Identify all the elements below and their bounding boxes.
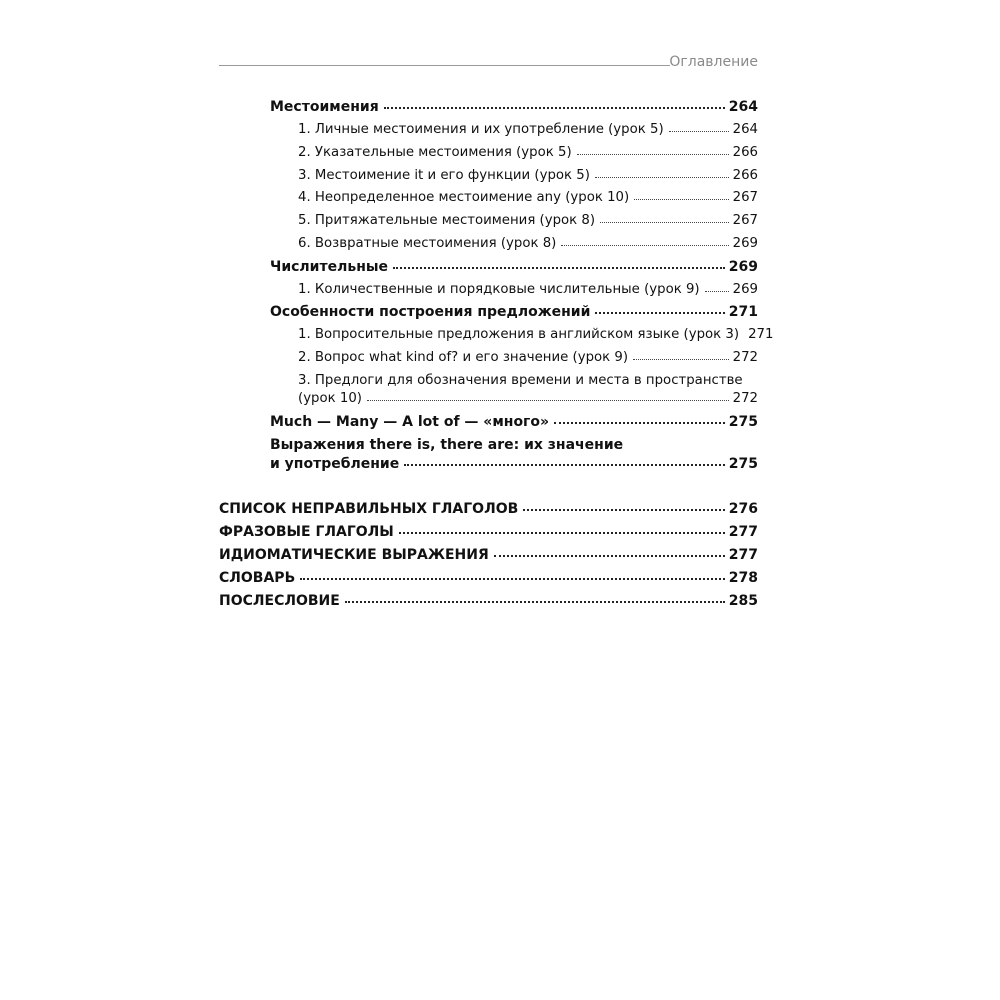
toc-entry-there-is-first-line[interactable]: Выражения there is, there are: их значение [270,437,624,453]
toc-page-number: 277 [728,524,758,540]
toc-entry-numeral-1[interactable] [298,280,758,300]
dot-leader [393,267,725,269]
toc-entry-sentence-3-first-line[interactable]: 3. Предлоги для обозначения времени и места в пространстве [298,373,743,388]
toc-entry-label: 1. Количественные и порядковые числительные (урок 9) [298,282,700,297]
toc-entry-pronoun-4[interactable] [298,188,758,208]
toc-entry-pronoun-3[interactable] [298,166,758,186]
toc-page-number: 269 [732,282,758,297]
toc-entry-sentence-1[interactable] [298,325,774,345]
toc-entry-pronouns[interactable] [270,97,758,117]
toc-entry-numerals[interactable] [270,257,758,277]
dot-leader [367,400,729,401]
toc-page-number: 278 [728,570,758,586]
dot-leader [577,154,729,155]
toc-entry-label: ПОСЛЕСЛОВИЕ [219,593,340,609]
dot-leader [595,312,724,314]
toc-entry-label: СПИСОК НЕПРАВИЛЬНЫХ ГЛАГОЛОВ [219,501,519,517]
toc-page-number: 272 [732,391,758,406]
dot-leader [300,578,725,580]
dot-leader [561,245,728,246]
toc-entry-label: Much — Many — A lot of — «много» [270,414,550,430]
toc-entry-label: 3. Местоимение it и его функции (урок 5) [298,168,590,183]
toc-page-number: 266 [732,168,758,183]
toc-entry-afterword[interactable] [219,591,758,611]
dot-leader [345,601,725,603]
toc-entry-sentences[interactable] [270,302,758,322]
toc-entry-sentence-2[interactable] [298,348,758,368]
dot-leader [595,177,729,178]
toc-page-number: 269 [728,259,758,275]
dot-leader [523,509,724,511]
toc-entry-label: Особенности построения предложений [270,304,591,320]
toc-page-number: 276 [728,501,758,517]
header-rule [219,65,670,66]
toc-entry-label: (урок 10) [298,391,362,406]
running-header-title: Оглавление [669,54,758,70]
dot-leader [669,131,729,132]
toc-entry-pronoun-5[interactable] [298,211,758,231]
toc-entry-label: 1. Вопросительные предложения в английском языке (урок 3) [298,327,740,342]
toc-entry-label: 2. Указательные местоимения (урок 5) [298,145,572,160]
toc-page-number: 266 [732,145,758,160]
dot-leader [384,107,725,109]
toc-page-number: 275 [728,414,758,430]
toc-entry-much-many[interactable] [270,412,758,432]
toc-entry-label: 4. Неопределенное местоимение any (урок 10) [298,190,630,205]
dot-leader [600,222,729,223]
toc-entry-label: 1. Личные местоимения и их употребление (урок 5) [298,122,664,137]
dot-leader [554,422,725,424]
toc-entry-pronoun-6[interactable] [298,234,758,254]
toc-page-number: 269 [732,236,758,251]
toc-entry-label: Числительные [270,259,389,275]
toc-page-number: 275 [728,456,758,472]
toc-page-number: 271 [748,327,774,342]
dot-leader [494,555,725,557]
toc-page-number: 277 [728,547,758,563]
toc-entry-label: ФРАЗОВЫЕ ГЛАГОЛЫ [219,524,394,540]
toc-entry-phrasal-verbs[interactable] [219,522,758,542]
toc-page-number: 267 [732,213,758,228]
toc-entry-label: Местоимения [270,99,379,115]
toc-page-number: 285 [728,593,758,609]
toc-page-number: 272 [732,350,758,365]
toc-entry-label: 5. Притяжательные местоимения (урок 8) [298,213,596,228]
dot-leader [404,464,725,466]
toc-page-number: 271 [728,304,758,320]
toc-entry-label: 2. Вопрос what kind of? и его значение (урок 9) [298,350,629,365]
toc-entry-irregular-verbs[interactable] [219,499,758,519]
toc-entry-dictionary[interactable] [219,568,758,588]
toc-entry-label: СЛОВАРЬ [219,570,296,586]
toc-page-number: 267 [732,190,758,205]
toc-entry-idioms[interactable] [219,545,758,565]
dot-leader [634,199,728,200]
toc-page-number: 264 [732,122,758,137]
dot-leader [633,359,729,360]
dot-leader [399,532,725,534]
toc-entry-label: и употребление [270,456,400,472]
dot-leader [705,291,729,292]
toc-entry-label: 6. Возвратные местоимения (урок 8) [298,236,557,251]
toc-page-number: 264 [728,99,758,115]
toc-entry-sentence-3[interactable] [298,389,758,409]
toc-entry-pronoun-2[interactable] [298,143,758,163]
toc-entry-pronoun-1[interactable] [298,120,758,140]
toc-entry-there-is[interactable] [270,454,758,474]
toc-entry-label: ИДИОМАТИЧЕСКИЕ ВЫРАЖЕНИЯ [219,547,489,563]
